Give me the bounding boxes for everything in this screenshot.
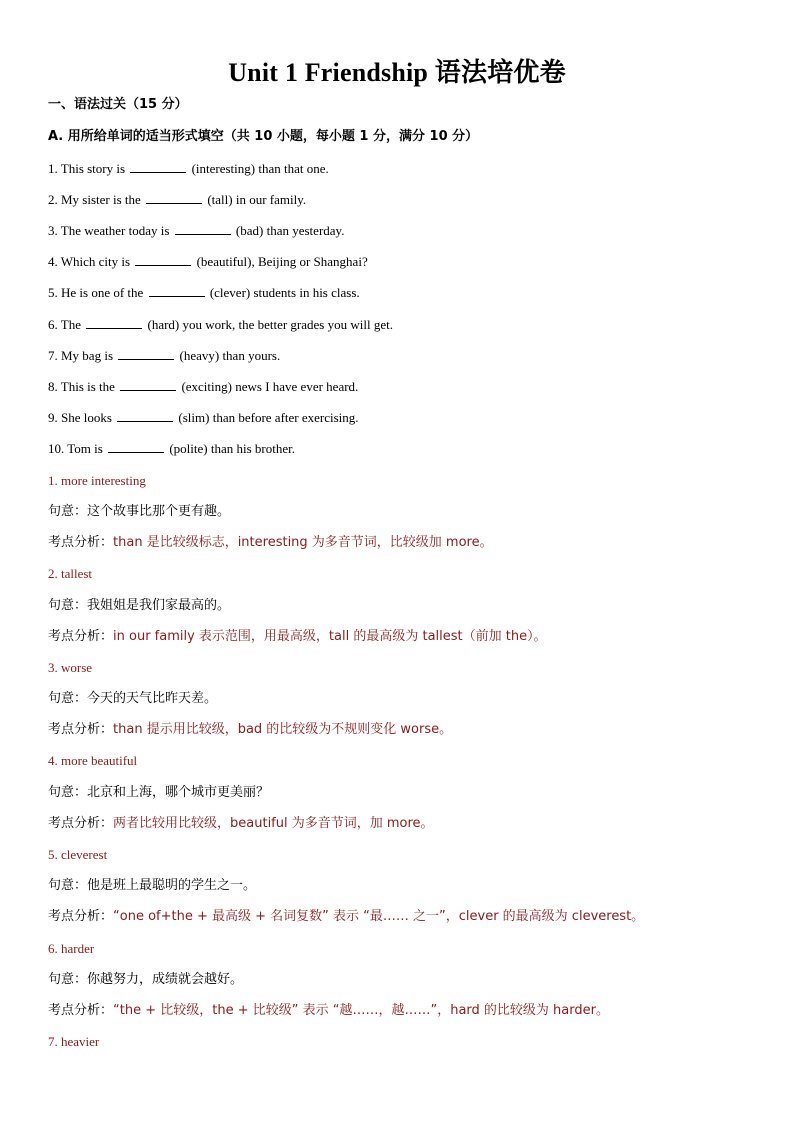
question-10: 10. Tom is (polite) than his brother. xyxy=(48,441,295,456)
answer-2-meaning: 句意：我姐姐是我们家最高的。 xyxy=(48,598,231,613)
answer-6-analysis: 考点分析：“the + 比较级，the + 比较级” 表示 “越……，越……”，hard 的比较级为 harder。 xyxy=(48,1003,609,1018)
answer-blank xyxy=(86,318,142,329)
answer-4-meaning: 句意：北京和上海，哪个城市更美丽？ xyxy=(48,785,270,800)
question-8: 8. This is the (exciting) news I have ever heard. xyxy=(48,379,359,394)
question-5: 5. He is one of the (clever) students in his class. xyxy=(48,285,360,300)
answer-blank xyxy=(117,411,173,422)
question-1: 1. This story is (interesting) than that one. xyxy=(48,161,329,176)
answer-blank xyxy=(149,286,205,297)
answer-blank xyxy=(146,193,202,204)
answer-3: 3. worse xyxy=(48,660,93,675)
answer-1: 1. more interesting xyxy=(48,473,146,488)
question-2: 2. My sister is the (tall) in our family. xyxy=(48,192,307,207)
question-3: 3. The weather today is (bad) than yesterday. xyxy=(48,223,345,238)
answer-5: 5. cleverest xyxy=(48,847,108,862)
answer-6-meaning: 句意：你越努力，成绩就会越好。 xyxy=(48,972,244,987)
answer-blank xyxy=(175,224,231,235)
question-6: 6. The (hard) you work, the better grades you will get. xyxy=(48,317,393,332)
answer-5-analysis: 考点分析：“one of+the + 最高级 + 名词复数” 表示 “最…… 之一”，clever 的最高级为 cleverest。 xyxy=(48,909,645,924)
part-a-instructions: A. 用所给单词的适当形式填空（共 10 小题，每小题 1 分，满分 10 分） xyxy=(48,129,479,144)
answer-7: 7. heavier xyxy=(48,1034,100,1049)
answer-blank xyxy=(120,380,176,391)
answer-2-analysis: 考点分析：in our family 表示范围，用最高级，tall 的最高级为 tallest（前加 the）。 xyxy=(48,629,547,644)
answer-3-analysis: 考点分析：than 提示用比较级，bad 的比较级为不规则变化 worse。 xyxy=(48,722,453,737)
answer-6: 6. harder xyxy=(48,941,95,956)
answer-blank xyxy=(118,349,174,360)
answer-blank xyxy=(130,162,186,173)
page-title: Unit 1 Friendship 语法培优卷 xyxy=(228,58,566,87)
answer-1-analysis: 考点分析：than 是比较级标志，interesting 为多音节词，比较级加 more。 xyxy=(48,535,493,550)
answer-4: 4. more beautiful xyxy=(48,753,138,768)
answer-3-meaning: 句意：今天的天气比昨天差。 xyxy=(48,691,218,706)
question-7: 7. My bag is (heavy) than yours. xyxy=(48,348,281,363)
answer-2: 2. tallest xyxy=(48,566,93,581)
answer-5-meaning: 句意：他是班上最聪明的学生之一。 xyxy=(48,878,257,893)
answer-blank xyxy=(135,255,191,266)
question-9: 9. She looks (slim) than before after exercising. xyxy=(48,410,359,425)
answer-4-analysis: 考点分析：两者比较用比较级，beautiful 为多音节词，加 more。 xyxy=(48,816,434,831)
section-heading: 一、语法过关（15 分） xyxy=(48,97,188,112)
question-4: 4. Which city is (beautiful), Beijing or Shanghai? xyxy=(48,254,368,269)
answer-1-meaning: 句意：这个故事比那个更有趣。 xyxy=(48,504,231,519)
answer-blank xyxy=(108,442,164,453)
